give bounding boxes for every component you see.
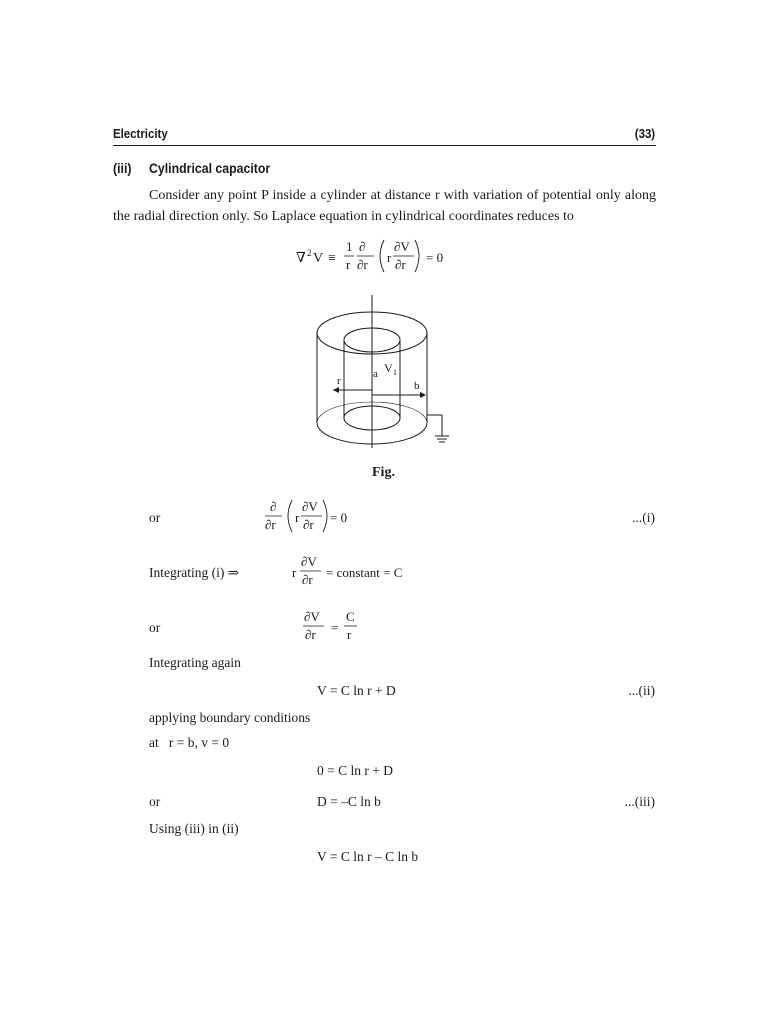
eq1-dr: ∂r (265, 517, 276, 532)
running-header-title: Electricity (113, 126, 168, 141)
eq-or2-eq: = (331, 620, 339, 635)
eq-final-text: V = C ln r – C ln b (317, 849, 419, 864)
eq1-dv: ∂V (302, 499, 318, 514)
label-v1-subscript: 1 (393, 368, 397, 377)
eq-int-dr: ∂r (302, 572, 313, 587)
label-a: a (373, 368, 378, 380)
section-title: Cylindrical capacitor (149, 160, 271, 176)
eq-int-r: r (292, 565, 297, 580)
figure-caption: Fig. (372, 465, 395, 480)
eq1-tag: ...(i) (632, 510, 655, 525)
eq-int-rhs: = constant = C (326, 565, 403, 580)
arrowhead-b (420, 392, 426, 398)
label-b: b (414, 380, 420, 392)
eq1-r: r (295, 510, 300, 525)
eq3-text: D = –C ln b (317, 794, 381, 809)
nabla-exponent: 2 (307, 248, 312, 258)
label-v1: V (384, 361, 393, 375)
applying-text: applying boundary conditions (149, 710, 311, 725)
integrating-again: Integrating again (149, 655, 241, 670)
paren-r: r (387, 250, 392, 265)
eq-int-dv: ∂V (301, 554, 317, 569)
eq-or2-equation (302, 606, 382, 646)
laplace-rhs: = 0 (426, 250, 444, 265)
eq-bc-text: 0 = C ln r + D (317, 763, 393, 778)
frac-num-partial: ∂ (359, 239, 366, 254)
laplace-v: V (313, 251, 324, 266)
eq1-rhs: = 0 (330, 510, 348, 525)
frac-num-one: 1 (346, 239, 353, 254)
arrowhead-r (333, 387, 339, 393)
eq3-tag: ...(iii) (624, 794, 655, 809)
eq1-equation (262, 496, 362, 536)
header-rule (113, 145, 656, 146)
eq-or2-r: r (347, 627, 352, 642)
boundary-condition: at r = b, v = 0 (149, 735, 230, 750)
eq2-text: V = C ln r + D (317, 683, 396, 698)
eq3-prefix: or (149, 794, 161, 809)
label-r: r (337, 375, 341, 387)
eq-or2-dv: ∂V (304, 609, 320, 624)
eq2-tag: ...(ii) (628, 683, 655, 698)
eq-int-prefix: Integrating (i) ⇒ (149, 565, 240, 580)
nabla-symbol: ∇ (296, 251, 306, 266)
equiv-sign: ≡ (328, 251, 336, 266)
eq-or2-c: C (346, 609, 355, 624)
using-text: Using (iii) in (ii) (149, 821, 239, 836)
frac-den-r: r (346, 257, 351, 272)
eq1-partial: ∂ (270, 499, 277, 514)
intro-text: Consider any point P inside a cylinder at distance r with variation of potential only along the radial direction only. So Laplace equation in cylindrical coordinates reduces to (113, 188, 656, 224)
eq-or2-prefix: or (149, 620, 161, 635)
frac-den-dr: ∂r (357, 257, 368, 272)
cylinder-figure (310, 290, 470, 450)
eq-or2-dr: ∂r (305, 627, 316, 642)
intro-paragraph (113, 185, 656, 227)
eq-int-equation (290, 551, 430, 591)
page-number: (33) (634, 126, 655, 141)
laplace-equation (290, 236, 450, 276)
right-paren (323, 500, 327, 532)
frac-den-dr2: ∂r (395, 257, 406, 272)
right-paren (415, 240, 419, 272)
section-number: (iii) (113, 160, 132, 176)
left-paren (288, 500, 292, 532)
frac-num-dv: ∂V (394, 239, 410, 254)
left-paren (380, 240, 384, 272)
eq1-dr2: ∂r (303, 517, 314, 532)
eq1-prefix: or (149, 510, 161, 525)
